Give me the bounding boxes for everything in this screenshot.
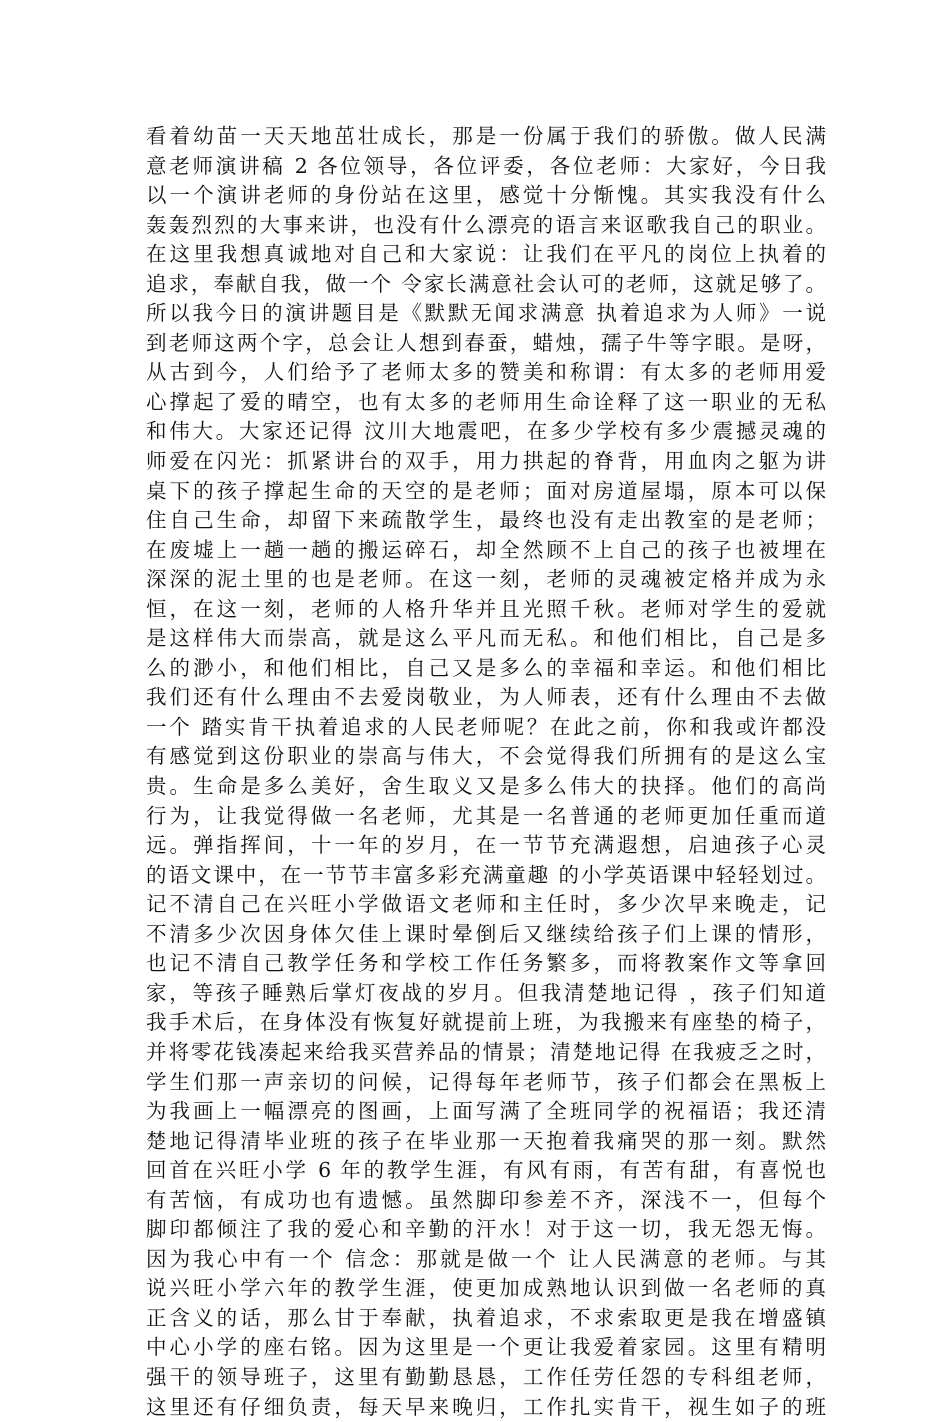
text-line: 行为，让我觉得做一名老师，尤其是一名普通的老师更加任重而道 (146, 803, 826, 828)
text-line: 有感觉到这份职业的崇高与伟大，不会觉得我们所拥有的是这么宝 (146, 744, 826, 769)
text-line: 和伟大。大家还记得 汶川大地震吧，在多少学校有多少震撼灵魂的 (146, 419, 826, 444)
text-line: 在废墟上一趟一趟的搬运碎石，却全然顾不上自己的孩子也被埋在 (146, 537, 826, 562)
text-line: 所以我今日的演讲题目是《默默无闻求满意 执着追求为人师》一说 (146, 301, 826, 326)
text-line: 这里还有仔细负责，每天早来晚归，工作扎实肯干，视生如子的班 (146, 1394, 826, 1419)
text-line: 追求，奉献自我，做一个 令家长满意社会认可的老师，这就足够了。 (146, 271, 826, 296)
text-line: 贵。生命是多么美好，舍生取义又是多么伟大的抉择。他们的高尚 (146, 774, 826, 799)
text-line: 中心小学的座右铭。因为这里是一个更让我爱着家园。这里有精明 (146, 1335, 826, 1360)
text-line: 意老师演讲稿 2 各位领导，各位评委，各位老师：大家好，今日我 (146, 153, 826, 178)
text-line: 看着幼苗一天天地茁壮成长，那是一份属于我们的骄傲。做人民满 (146, 124, 826, 148)
text-line: 师爱在闪光：抓紧讲台的双手，用力拱起的脊背，用血肉之躯为讲 (146, 449, 826, 474)
text-line: 在这里我想真诚地对自己和大家说：让我们在平凡的岗位上执着的 (146, 242, 826, 267)
text-line: 学生们那一声亲切的问候，记得每年老师节，孩子们都会在黑板上 (146, 1069, 826, 1094)
text-line: 远。弹指挥间，十一年的岁月，在一节节充满遐想，启迪孩子心灵 (146, 833, 826, 858)
text-line: 轰轰烈烈的大事来讲，也没有什么漂亮的语言来讴歌我自己的职业。 (146, 212, 826, 237)
text-line: 深深的泥土里的也是老师。在这一刻，老师的灵魂被定格并成为永 (146, 567, 826, 592)
text-line: 以一个演讲老师的身份站在这里，感觉十分惭愧。其实我没有什么 (146, 183, 826, 208)
text-line: 心撑起了爱的晴空，也有太多的老师用生命诠释了这一职业的无私 (146, 389, 826, 414)
text-line: 说兴旺小学六年的教学生涯，使更加成熟地认识到做一名老师的真 (146, 1276, 826, 1301)
text-line: 有苦恼，有成功也有遗憾。虽然脚印参差不齐，深浅不一，但每个 (146, 1187, 826, 1212)
text-line: 不清多少次因身体欠佳上课时晕倒后又继续给孩子们上课的情形， (146, 921, 826, 946)
text-line: 脚印都倾注了我的爱心和辛勤的汗水！对于这一切，我无怨无悔。 (146, 1217, 826, 1242)
text-line: 强干的领导班子，这里有勤勤恳恳，工作任劳任怨的专科组老师， (146, 1364, 826, 1389)
text-line: 桌下的孩子撑起生命的天空的是老师；面对房道屋塌，原本可以保 (146, 478, 826, 503)
text-line: 恒，在这一刻，老师的人格升华并且光照千秋。老师对学生的爱就 (146, 596, 826, 621)
text-line: 我手术后，在身体没有恢复好就提前上班，为我搬来有座垫的椅子， (146, 1010, 826, 1035)
text-line: 为我画上一幅漂亮的图画，上面写满了全班同学的祝福语；我还清 (146, 1099, 826, 1124)
text-line: 楚地记得清毕业班的孩子在毕业那一天抱着我痛哭的那一刻。默然 (146, 1128, 826, 1153)
text-line: 是这样伟大而崇高，就是这么平凡而无私。和他们相比，自己是多 (146, 626, 826, 651)
text-line: 家，等孩子睡熟后掌灯夜战的岁月。但我清楚地记得 ，孩子们知道 (146, 980, 826, 1005)
text-line: 因为我心中有一个 信念：那就是做一个 让人民满意的老师。与其 (146, 1246, 826, 1271)
text-line: 一个 踏实肯干执着追求的人民老师呢？在此之前，你和我或许都没 (146, 714, 826, 739)
text-line: 住自己生命，却留下来疏散学生，最终也没有走出教室的是老师； (146, 508, 826, 533)
text-line: 我们还有什么理由不去爱岗敬业，为人师表，还有什么理由不去做 (146, 685, 826, 710)
text-line: 的语文课中，在一节节丰富多彩充满童趣 的小学英语课中轻轻划过。 (146, 862, 826, 887)
text-line: 么的渺小，和他们相比，自己又是多么的幸福和幸运。和他们相比 (146, 655, 826, 680)
body-text (146, 122, 826, 1422)
text-line: 回首在兴旺小学 6 年的教学生涯，有风有雨，有苦有甜，有喜悦也 (146, 1158, 826, 1183)
text-line: 从古到今，人们给予了老师太多的赞美和称谓：有太多的老师用爱 (146, 360, 826, 385)
text-line: 记不清自己在兴旺小学做语文老师和主任时，多少次早来晚走，记 (146, 892, 826, 917)
text-line: 并将零花钱凑起来给我买营养品的情景；清楚地记得 在我疲乏之时， (146, 1039, 826, 1064)
text-line: 也记不清自己教学任务和学校工作任务繁多，而将教案作文等拿回 (146, 951, 826, 976)
text-line: 正含义的话，那么甘于奉献，执着追求，不求索取更是我在增盛镇 (146, 1305, 826, 1330)
text-line: 到老师这两个字，总会让人想到春蚕，蜡烛，孺子牛等字眼。是呀， (146, 330, 826, 355)
